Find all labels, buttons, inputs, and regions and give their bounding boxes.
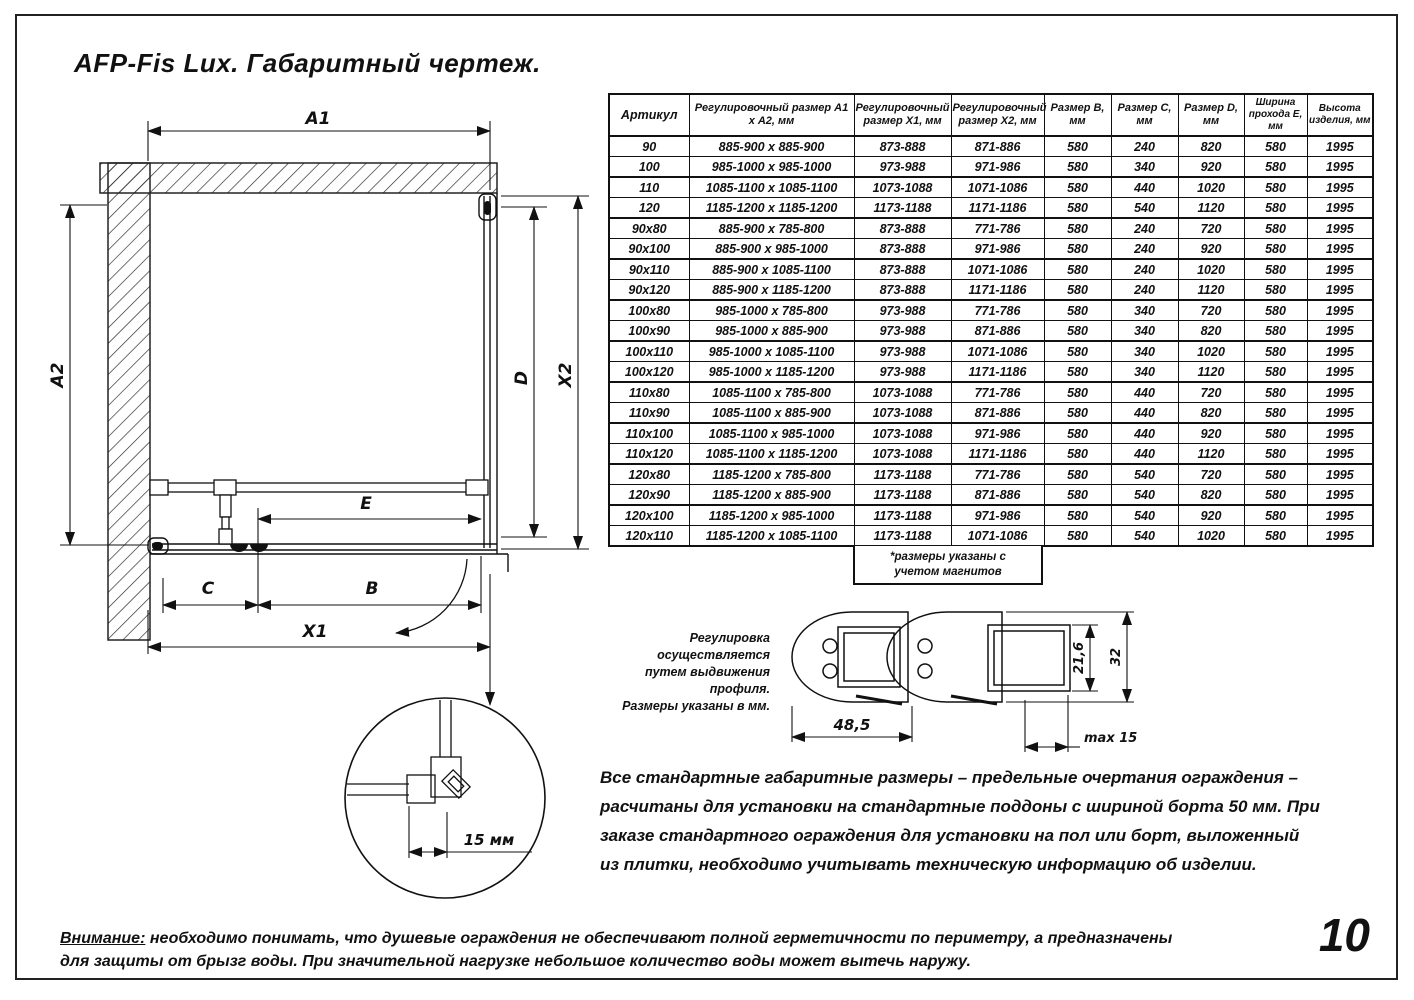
body-text: [600, 763, 1320, 879]
table-row: [609, 423, 1373, 444]
page-title: AFP-Fis Lux. Габаритный чертеж.: [74, 48, 541, 78]
table-body: [609, 136, 1373, 546]
table-cell: 90: [609, 136, 689, 157]
table-cell: 920: [1178, 239, 1244, 260]
table-cell: 1073-1088: [854, 444, 951, 465]
col-header-a1a2: Регулировочный размер А1 х А2, мм: [689, 94, 854, 136]
size-table: [608, 93, 1374, 547]
table-cell: 885-900 x 885-900: [689, 136, 854, 157]
table-cell: 340: [1111, 362, 1178, 383]
table-cell: 1995: [1307, 341, 1373, 362]
table-cell: 90x120: [609, 280, 689, 301]
table-cell: 580: [1044, 505, 1111, 526]
table-cell: 580: [1044, 136, 1111, 157]
table-cell: 580: [1244, 259, 1307, 280]
table-cell: 1995: [1307, 136, 1373, 157]
table-cell: 580: [1244, 464, 1307, 485]
table-cell: 973-988: [854, 341, 951, 362]
profile-outer-height-label: 32: [1109, 647, 1124, 667]
table-cell: 110: [609, 177, 689, 198]
table-cell: 1995: [1307, 526, 1373, 547]
table-cell: 580: [1244, 177, 1307, 198]
table-cell: 580: [1044, 321, 1111, 342]
dim-label-x2: X2: [556, 362, 576, 388]
table-cell: 100: [609, 157, 689, 178]
table-cell: 120x90: [609, 485, 689, 506]
table-cell: 580: [1244, 444, 1307, 465]
col-header-d: Размер D, мм: [1178, 94, 1244, 136]
table-row: [609, 485, 1373, 506]
table-cell: 1995: [1307, 444, 1373, 465]
table-cell: 973-988: [854, 321, 951, 342]
table-cell: 580: [1044, 464, 1111, 485]
table-cell: 871-886: [951, 136, 1044, 157]
table-cell: 440: [1111, 423, 1178, 444]
table-cell: 340: [1111, 300, 1178, 321]
adjustment-note-line: Размеры указаны в мм.: [622, 699, 770, 713]
table-cell: 580: [1244, 157, 1307, 178]
table-row: [609, 300, 1373, 321]
table-cell: 1071-1086: [951, 259, 1044, 280]
col-header-b: Размер В, мм: [1044, 94, 1111, 136]
table-cell: 971-986: [951, 157, 1044, 178]
col-header-e: Ширина прохода Е, мм: [1244, 94, 1307, 136]
glass-panels: [148, 193, 508, 572]
table-row: [609, 321, 1373, 342]
col-header-articul: Артикул: [609, 94, 689, 136]
wall-hatching: [100, 163, 497, 640]
warning-line-1-rest: необходимо понимать, что душевые ограждения не обеспечивают полной герметичности по периметру, а предназначены: [145, 930, 1173, 947]
table-cell: 885-900 x 1085-1100: [689, 259, 854, 280]
table-cell: 985-1000 x 1085-1100: [689, 341, 854, 362]
table-cell: 720: [1178, 382, 1244, 403]
table-cell: 985-1000 x 785-800: [689, 300, 854, 321]
table-cell: 540: [1111, 485, 1178, 506]
table-row: [609, 239, 1373, 260]
table-cell: 873-888: [854, 136, 951, 157]
table-cell: 771-786: [951, 218, 1044, 239]
table-cell: 985-1000 x 985-1000: [689, 157, 854, 178]
table-row: [609, 198, 1373, 219]
table-cell: 580: [1244, 280, 1307, 301]
table-cell: 90x100: [609, 239, 689, 260]
table-cell: 985-1000 x 885-900: [689, 321, 854, 342]
table-cell: 580: [1244, 341, 1307, 362]
table-cell: 580: [1244, 218, 1307, 239]
table-cell: 110x80: [609, 382, 689, 403]
table-cell: 873-888: [854, 280, 951, 301]
table-cell: 540: [1111, 505, 1178, 526]
table-cell: 1173-1188: [854, 464, 951, 485]
warning-line-2: для защиты от брызг воды. При значительной нагрузке небольшое количество воды может вытечь наружу.: [60, 953, 971, 970]
table-row: [609, 362, 1373, 383]
table-cell: 920: [1178, 423, 1244, 444]
table-cell: 580: [1244, 198, 1307, 219]
table-cell: 1020: [1178, 341, 1244, 362]
table-cell: 985-1000 x 1185-1200: [689, 362, 854, 383]
table-cell: 871-886: [951, 321, 1044, 342]
profile-width-label: 48,5: [833, 716, 871, 734]
table-cell: 871-886: [951, 403, 1044, 424]
adjustment-note-line: путем выдвижения профиля.: [644, 665, 770, 696]
col-header-x2: Регулировочный размер Х2, мм: [951, 94, 1044, 136]
warning-text: [60, 927, 1173, 973]
table-cell: 871-886: [951, 485, 1044, 506]
table-cell: 1995: [1307, 177, 1373, 198]
table-cell: 1173-1188: [854, 485, 951, 506]
table-cell: 580: [1044, 280, 1111, 301]
table-cell: 580: [1044, 341, 1111, 362]
table-cell: 1073-1088: [854, 382, 951, 403]
table-cell: 580: [1244, 300, 1307, 321]
table-cell: 873-888: [854, 259, 951, 280]
table-cell: 973-988: [854, 300, 951, 321]
table-cell: 1995: [1307, 505, 1373, 526]
table-cell: 1071-1086: [951, 177, 1044, 198]
table-cell: 580: [1044, 403, 1111, 424]
table-cell: 340: [1111, 321, 1178, 342]
table-cell: 971-986: [951, 505, 1044, 526]
table-cell: 1995: [1307, 403, 1373, 424]
table-cell: 240: [1111, 280, 1178, 301]
warning-line-1: [60, 927, 1173, 950]
table-cell: 1995: [1307, 382, 1373, 403]
table-cell: 580: [1244, 321, 1307, 342]
body-text-line: из плитки, необходимо учитывать техническую информацию об изделии.: [600, 855, 1257, 874]
table-cell: 580: [1044, 382, 1111, 403]
adjustment-note-line: Регулировка осуществляется: [657, 631, 770, 662]
table-cell: 771-786: [951, 464, 1044, 485]
table-cell: 1071-1086: [951, 526, 1044, 547]
table-cell: 90x110: [609, 259, 689, 280]
body-text-line: Все стандартные габаритные размеры – предельные очертания ограждения –: [600, 768, 1298, 787]
table-cell: 873-888: [854, 218, 951, 239]
table-cell: 885-900 x 985-1000: [689, 239, 854, 260]
table-cell: 580: [1044, 444, 1111, 465]
table-row: [609, 218, 1373, 239]
table-cell: 1120: [1178, 198, 1244, 219]
table-cell: 120x100: [609, 505, 689, 526]
table-cell: 1185-1200 x 1185-1200: [689, 198, 854, 219]
table-cell: 885-900 x 1185-1200: [689, 280, 854, 301]
table-cell: 1120: [1178, 362, 1244, 383]
table-cell: 580: [1044, 259, 1111, 280]
table-cell: 100x110: [609, 341, 689, 362]
table-row: [609, 259, 1373, 280]
table-cell: 580: [1044, 485, 1111, 506]
body-text-line: заказе стандартного ограждения для установки на пол или борт, выложенный: [600, 826, 1300, 845]
table-row: [609, 444, 1373, 465]
table-cell: 1073-1088: [854, 177, 951, 198]
table-cell: 580: [1044, 177, 1111, 198]
table-cell: 1995: [1307, 280, 1373, 301]
table-cell: 1020: [1178, 526, 1244, 547]
table-cell: 885-900 x 785-800: [689, 218, 854, 239]
table-cell: 340: [1111, 341, 1178, 362]
table-cell: 580: [1244, 403, 1307, 424]
profile-seals: [152, 201, 491, 552]
table-cell: 1173-1188: [854, 526, 951, 547]
table-cell: 540: [1111, 464, 1178, 485]
table-cell: 580: [1044, 218, 1111, 239]
table-cell: 580: [1044, 198, 1111, 219]
table-cell: 820: [1178, 321, 1244, 342]
table-cell: 1173-1188: [854, 198, 951, 219]
table-cell: 240: [1111, 239, 1178, 260]
table-cell: 720: [1178, 464, 1244, 485]
dim-label-d: D: [512, 370, 532, 386]
table-cell: 540: [1111, 526, 1178, 547]
table-row: [609, 136, 1373, 157]
table-cell: 820: [1178, 485, 1244, 506]
table-cell: 340: [1111, 157, 1178, 178]
table-cell: 440: [1111, 403, 1178, 424]
table-cell: 100x120: [609, 362, 689, 383]
table-cell: 110x90: [609, 403, 689, 424]
table-cell: 1020: [1178, 177, 1244, 198]
table-cell: 240: [1111, 136, 1178, 157]
table-cell: 1073-1088: [854, 403, 951, 424]
table-row: [609, 280, 1373, 301]
table-cell: 100x80: [609, 300, 689, 321]
table-cell: 771-786: [951, 382, 1044, 403]
table-cell: 820: [1178, 136, 1244, 157]
profile-sections: [792, 612, 1137, 752]
profile-extension-label: max 15: [1084, 731, 1138, 746]
table-cell: 720: [1178, 300, 1244, 321]
table-cell: 771-786: [951, 300, 1044, 321]
table-cell: 1085-1100 x 785-800: [689, 382, 854, 403]
adjustment-note: [594, 630, 770, 715]
table-cell: 580: [1244, 505, 1307, 526]
table-row: [609, 382, 1373, 403]
table-cell: 580: [1244, 239, 1307, 260]
table-cell: 580: [1244, 485, 1307, 506]
table-cell: 971-986: [951, 239, 1044, 260]
dim-label-b: B: [365, 579, 379, 599]
table-row: [609, 403, 1373, 424]
table-row: [609, 177, 1373, 198]
detail-circle: [345, 698, 545, 898]
dim-label-a2: A2: [48, 362, 68, 388]
body-text-line: расчитаны для установки на стандартные поддоны с шириной борта 50 мм. При: [600, 797, 1320, 816]
table-cell: 1995: [1307, 464, 1373, 485]
table-cell: 1073-1088: [854, 423, 951, 444]
table-cell: 1995: [1307, 423, 1373, 444]
table-footnote: *размеры указаны с учетом магнитов: [853, 545, 1043, 585]
table-cell: 1185-1200 x 885-900: [689, 485, 854, 506]
table-cell: 1020: [1178, 259, 1244, 280]
table-row: [609, 505, 1373, 526]
table-cell: 873-888: [854, 239, 951, 260]
table-cell: 440: [1111, 444, 1178, 465]
table-cell: 1995: [1307, 218, 1373, 239]
table-cell: 720: [1178, 218, 1244, 239]
table-cell: 971-986: [951, 423, 1044, 444]
table-header-row: [609, 94, 1373, 136]
dim-label-e: E: [360, 494, 372, 514]
table-cell: 580: [1244, 136, 1307, 157]
table-cell: 973-988: [854, 362, 951, 383]
table-cell: 1173-1188: [854, 505, 951, 526]
table-cell: 1995: [1307, 300, 1373, 321]
table-cell: 440: [1111, 177, 1178, 198]
dim-label-c: C: [201, 579, 215, 599]
table-cell: 1071-1086: [951, 341, 1044, 362]
table-cell: 1171-1186: [951, 198, 1044, 219]
table-cell: 580: [1044, 526, 1111, 547]
table-cell: 1995: [1307, 198, 1373, 219]
table-cell: 1185-1200 x 785-800: [689, 464, 854, 485]
table-cell: 1185-1200 x 1085-1100: [689, 526, 854, 547]
dim-label-x1: X1: [302, 622, 328, 642]
table-cell: 120x110: [609, 526, 689, 547]
table-cell: 110x100: [609, 423, 689, 444]
table-cell: 1995: [1307, 157, 1373, 178]
table-row: [609, 526, 1373, 547]
table-cell: 1995: [1307, 362, 1373, 383]
table-cell: 1995: [1307, 259, 1373, 280]
table-row: [609, 464, 1373, 485]
door-swing-arc: [396, 559, 467, 633]
table-cell: 440: [1111, 382, 1178, 403]
table-cell: 973-988: [854, 157, 951, 178]
table-cell: 1995: [1307, 485, 1373, 506]
table-cell: 1185-1200 x 985-1000: [689, 505, 854, 526]
table-cell: 1085-1100 x 1185-1200: [689, 444, 854, 465]
table-cell: 580: [1244, 382, 1307, 403]
table-cell: 1085-1100 x 1085-1100: [689, 177, 854, 198]
col-header-height: Высота изделия, мм: [1307, 94, 1373, 136]
table-cell: 1085-1100 x 985-1000: [689, 423, 854, 444]
table-cell: 580: [1044, 157, 1111, 178]
table-cell: 920: [1178, 505, 1244, 526]
col-header-x1: Регулировочный размер Х1, мм: [854, 94, 951, 136]
table-cell: 580: [1044, 362, 1111, 383]
table-cell: 1995: [1307, 321, 1373, 342]
table-row: [609, 341, 1373, 362]
table-cell: 90x80: [609, 218, 689, 239]
table-cell: 100x90: [609, 321, 689, 342]
support-bar: [150, 480, 488, 544]
table-cell: 120x80: [609, 464, 689, 485]
table-cell: 240: [1111, 259, 1178, 280]
table-cell: 580: [1244, 362, 1307, 383]
table-cell: 1120: [1178, 280, 1244, 301]
warning-label: Внимание:: [60, 930, 146, 947]
col-header-c: Размер С, мм: [1111, 94, 1178, 136]
table-cell: 540: [1111, 198, 1178, 219]
table-cell: 110x120: [609, 444, 689, 465]
table-cell: 580: [1244, 526, 1307, 547]
table-cell: 1995: [1307, 239, 1373, 260]
dim-label-a1: A1: [305, 109, 331, 129]
profile-inner-height-label: 21,6: [1072, 641, 1087, 675]
page-number: 10: [1318, 909, 1370, 961]
table-cell: 1171-1186: [951, 444, 1044, 465]
table-cell: 820: [1178, 403, 1244, 424]
table-cell: 580: [1044, 423, 1111, 444]
table-cell: 1085-1100 x 885-900: [689, 403, 854, 424]
table-cell: 580: [1044, 300, 1111, 321]
table-cell: 1171-1186: [951, 280, 1044, 301]
table-row: [609, 157, 1373, 178]
detail-dim-label: 15 мм: [463, 831, 515, 849]
table-cell: 240: [1111, 218, 1178, 239]
table-cell: 1120: [1178, 444, 1244, 465]
table-cell: 580: [1044, 239, 1111, 260]
table-cell: 1171-1186: [951, 362, 1044, 383]
table-cell: 920: [1178, 157, 1244, 178]
table-cell: 120: [609, 198, 689, 219]
table-cell: 580: [1244, 423, 1307, 444]
